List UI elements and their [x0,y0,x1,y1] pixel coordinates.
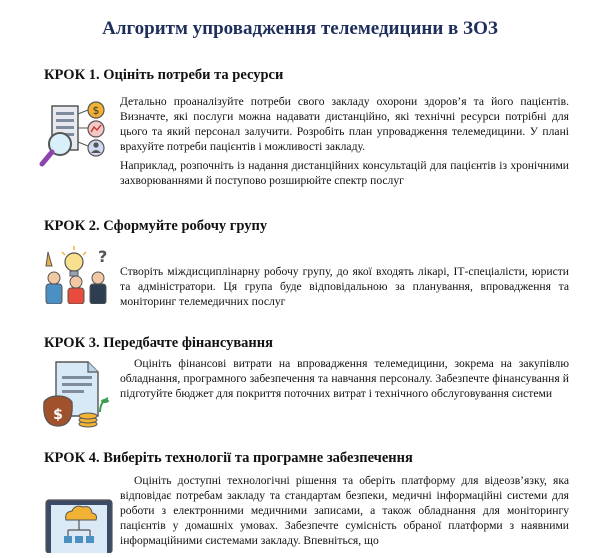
svg-text:?: ? [98,247,108,266]
step-3-heading: КРОК 3. Передбачте фінансування [44,335,273,351]
step-1-paragraph-2: Наприклад, розпочніть із надання дистанційних консультацій для пацієнтів із хронічними захворюваннями й поступово розширюйте спектр послуг [120,159,569,187]
step-4-paragraph: Оцініть доступні технологічні рішення та оберіть платформу для відеозв’язку, яка відповідає потребам закладу та стандартам безпеки, медичні інформаційні системи для роботи з електронними медичними записами, а також обладнання для моніторингу пацієнтів у домашніх умовах. Забезпечте сумісність обраної платформи з наявними інформаційними системами закладу. Впевніться, що [120,474,569,547]
step-3-paragraph: Оцініть фінансові витрати на впровадження телемедицини, зокрема на закупівлю обладнання, програмного забезпечення та навчання персоналу. Забезпечте фінансування й підготуйте бюджет для покриття поточних витрат і технічного обслуговування системи [120,357,569,400]
step-1-heading: КРОК 1. Оцініть потреби та ресурси [44,67,284,83]
analysis-icon [38,96,114,177]
page-title: Алгоритм упровадження телемедицини в ЗОЗ [102,18,498,39]
step-2-paragraph: Створіть міждисциплінарну робочу групу, до якої входять лікарі, ІТ-спеціалісти, юристи та адміністратори. Ця група буде відповідальною за планування, впровадження та моніторинг телемедичних послуг [120,265,569,308]
finance-icon [38,356,114,435]
svg-text:$: $ [53,407,63,423]
svg-text:$: $ [92,104,100,117]
cloud-computer-icon [42,490,116,558]
step-4-heading: КРОК 4. Виберіть технології та програмне забезпечення [44,450,413,466]
team-icon [40,244,116,309]
step-2-heading: КРОК 2. Сформуйте робочу групу [44,218,268,234]
step-1-paragraph-1: Детально проаналізуйте потреби свого закладу охорони здоров’я та його пацієнтів. Визначте, які послуги можна надавати дистанційно, які технічні ресурси потрібні для цього та який персонал залучити. Розробіть план упровадження телемедицини. У плані врахуйте потреби пацієнтів і можливості закладу. [120,95,569,153]
